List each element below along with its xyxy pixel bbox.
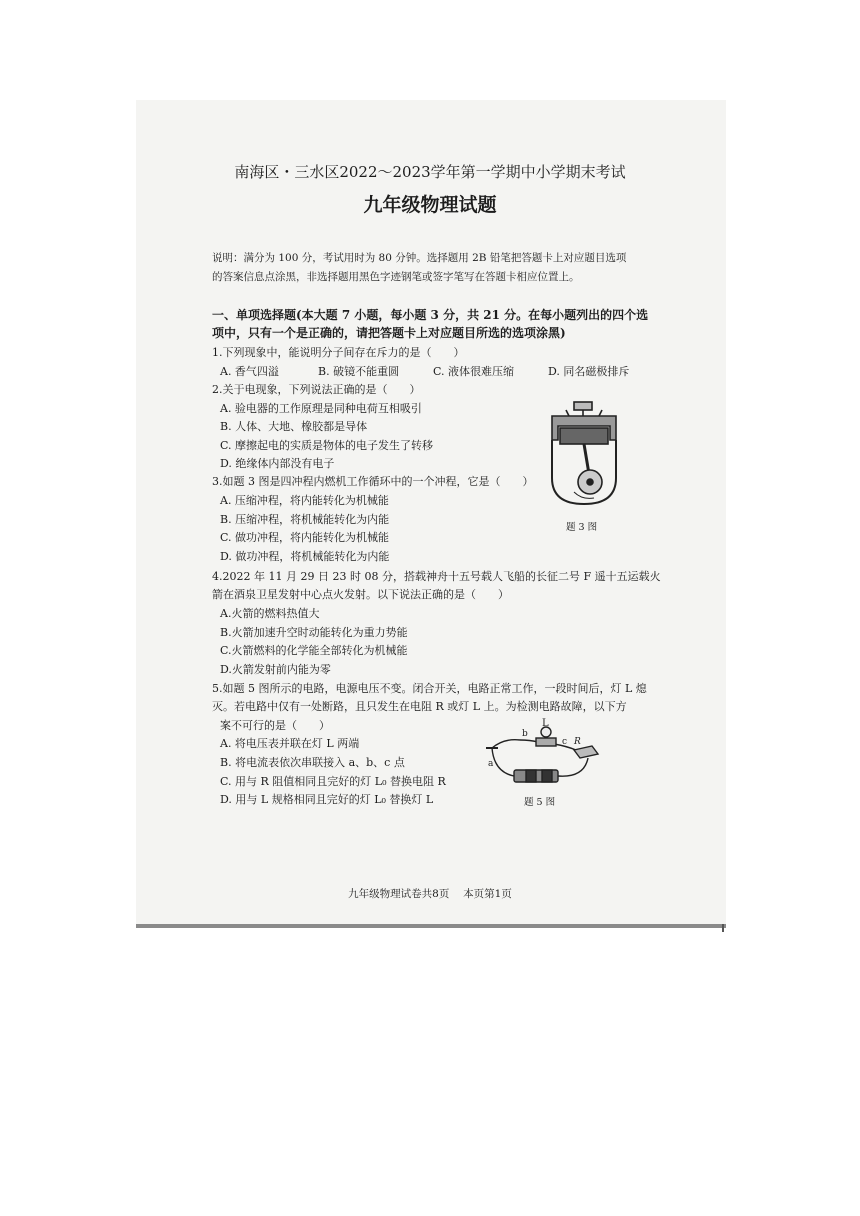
exam-title: 南海区・三水区2022～2023学年第一学期中小学期末考试 [234,163,626,181]
q5-stem-line-3: 案不可行的是（ ） [220,719,330,732]
figure-3-caption: 题 3 图 [566,522,598,533]
label-L: L [542,718,549,729]
page-footer: 九年级物理试卷共8页 本页第1页 [348,888,512,900]
instructions-line-2: 的答案信息点涂黑，非选择题用黑色字迹钢笔或签字笔写在答题卡相应位置上。 [212,271,580,283]
engine-stroke-figure [544,400,624,510]
q3-stem: 3.如题 3 图是四冲程内燃机工作循环中的一个冲程，它是（ ） [212,475,534,488]
q5-option-d: D. 用与 L 规格相同且完好的灯 L₀ 替换灯 L [220,793,434,806]
q4-stem-line-2: 箭在酒泉卫星发射中心点火发射。以下说法正确的是（ ） [212,588,509,601]
circuit-figure [484,718,604,794]
paper-bottom-edge [136,924,726,928]
q5-option-c: C. 用与 R 阻值相同且完好的灯 L₀ 替换电阻 R [220,775,446,788]
label-c: c [562,737,568,747]
paper-edge-mark [722,924,724,932]
label-a: a [488,759,494,769]
q1-option-d: D. 同名磁极排斥 [548,365,630,378]
q4-option-d: D.火箭发射前内能为零 [220,663,331,676]
q3-option-a: A. 压缩冲程，将内能转化为机械能 [220,494,389,507]
q2-option-d: D. 绝缘体内部没有电子 [220,457,335,470]
q5-stem-line-1: 5.如题 5 图所示的电路，电源电压不变。闭合开关，电路正常工作，一段时间后，灯 L 熄 [212,682,647,695]
q5-stem-line-2: 灭。若电路中仅有一处断路，且只发生在电阻 R 或灯 L 上。为检测电路故障，以下方 [212,700,627,713]
q2-option-b: B. 人体、大地、橡胶都是导体 [220,420,368,433]
q2-option-a: A. 验电器的工作原理是同种电荷互相吸引 [220,402,422,415]
q4-option-c: C.火箭燃料的化学能全部转化为机械能 [220,644,408,657]
q4-option-a: A.火箭的燃料热值大 [220,607,320,620]
q1-option-a: A. 香气四溢 [220,365,279,378]
section-heading-line-1: 一、单项选择题(本大题 7 小题，每小题 3 分，共 21 分。在每小题列出的四个选 [212,308,649,322]
q1-stem: 1.下列现象中，能说明分子间存在斥力的是（ ） [212,346,465,359]
q3-option-c: C. 做功冲程，将内能转化为机械能 [220,531,390,544]
q3-option-b: B. 压缩冲程，将机械能转化为内能 [220,513,390,526]
q3-option-d: D. 做功冲程，将机械能转化为内能 [220,550,390,563]
q5-option-a: A. 将电压表并联在灯 L 两端 [220,737,360,750]
q5-option-b: B. 将电流表依次串联接入 a、b、c 点 [220,756,405,769]
q1-option-b: B. 破镜不能重圆 [318,365,400,378]
label-b: b [522,729,528,739]
q1-option-c: C. 液体很难压缩 [433,365,515,378]
section-heading-line-2: 项中，只有一个是正确的，请把答题卡上对应题目所选的选项涂黑) [212,326,566,340]
q2-option-c: C. 摩擦起电的实质是物体的电子发生了转移 [220,439,434,452]
q2-stem: 2.关于电现象，下列说法正确的是（ ） [212,383,421,396]
label-R: R [574,737,581,747]
figure-5-caption: 题 5 图 [524,797,556,808]
exam-subtitle: 九年级物理试题 [363,194,497,216]
q4-option-b: B.火箭加速升空时动能转化为重力势能 [220,626,408,639]
q4-stem-line-1: 4.2022 年 11 月 29 日 23 时 08 分，搭载神舟十五号载人飞船的长征二号 F 遥十五运载火 [212,570,661,583]
instructions-line-1: 说明：满分为 100 分，考试用时为 80 分钟。选择题用 2B 铅笔把答题卡上对应题目选项 [212,252,627,264]
